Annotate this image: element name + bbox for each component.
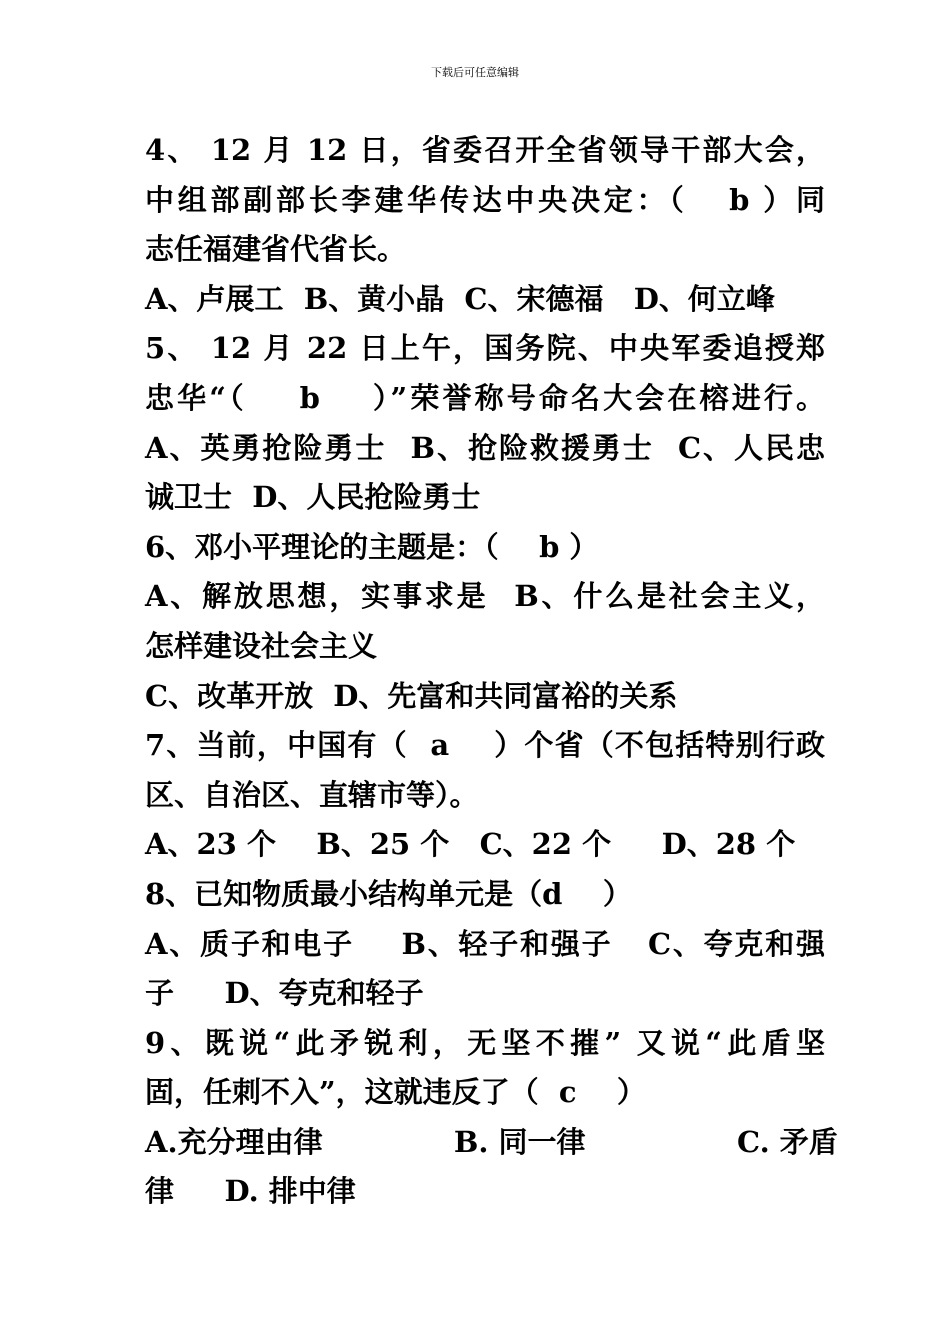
page-header: 下载后可任意编辑 <box>431 66 519 79</box>
question-4-options: A、卢展工 B、黄小晶 C、宋德福 D、何立峰 <box>145 281 775 316</box>
question-8-line-1: 8、已知物质最小结构单元是（d ） <box>145 876 632 911</box>
question-7-line-2: 区、自治区、直辖市等）。 <box>145 777 479 812</box>
question-4-line-1: 4、 12 月 12 日，省委召开全省领导干部大会， <box>145 133 825 167</box>
question-8-options-line-2: 子 D、夸克和轻子 <box>145 976 424 1011</box>
question-9-options-line-1: A.充分理由律 B. 同一律 C. 矛盾 <box>145 1124 838 1159</box>
question-9-options-line-2: 律 D. 排中律 <box>145 1174 356 1209</box>
question-7-line-1: 7、当前，中国有（ a ）个省（不包括特别行政 <box>145 728 825 763</box>
question-8-options-line-1: A、质子和电子 B、轻子和强子 C、夸克和强 <box>145 926 825 961</box>
question-6-options-line-3: C、改革开放 D、先富和共同富裕的关系 <box>145 678 678 713</box>
question-4-line-3: 志任福建省代省长。 <box>145 232 407 267</box>
question-6-options-line-2: 怎样建设社会主义 <box>145 628 378 663</box>
question-6-line-1: 6、邓小平理论的主题是：（ b ） <box>145 529 599 564</box>
question-9-line-1: 9、既说“此矛锐利，无坚不摧” 又说“此盾坚 <box>145 1025 825 1060</box>
document-body <box>145 126 838 1217</box>
question-5-line-2: 忠华“（ b ）”荣誉称号命名大会在榕进行。 <box>145 380 825 415</box>
question-9-line-2: 固，任刺不入”，这就违反了（ c ） <box>145 1075 646 1110</box>
question-5-options-line-1: A、英勇抢险勇士 B、抢险救援勇士 C、人民忠 <box>145 430 825 465</box>
question-6-options-line-1: A、解放思想，实事求是 B、什么是社会主义， <box>145 579 825 614</box>
question-5-options-line-2: 诚卫士 D、人民抢险勇士 <box>145 480 481 515</box>
question-4-line-2: 中组部副部长李建华传达中央决定：（ b ）同 <box>145 182 825 217</box>
question-7-options: A、23 个 B、25 个 C、22 个 D、28 个 <box>145 827 796 862</box>
question-5-line-1: 5、 12 月 22 日上午，国务院、中央军委追授郑 <box>145 331 825 366</box>
